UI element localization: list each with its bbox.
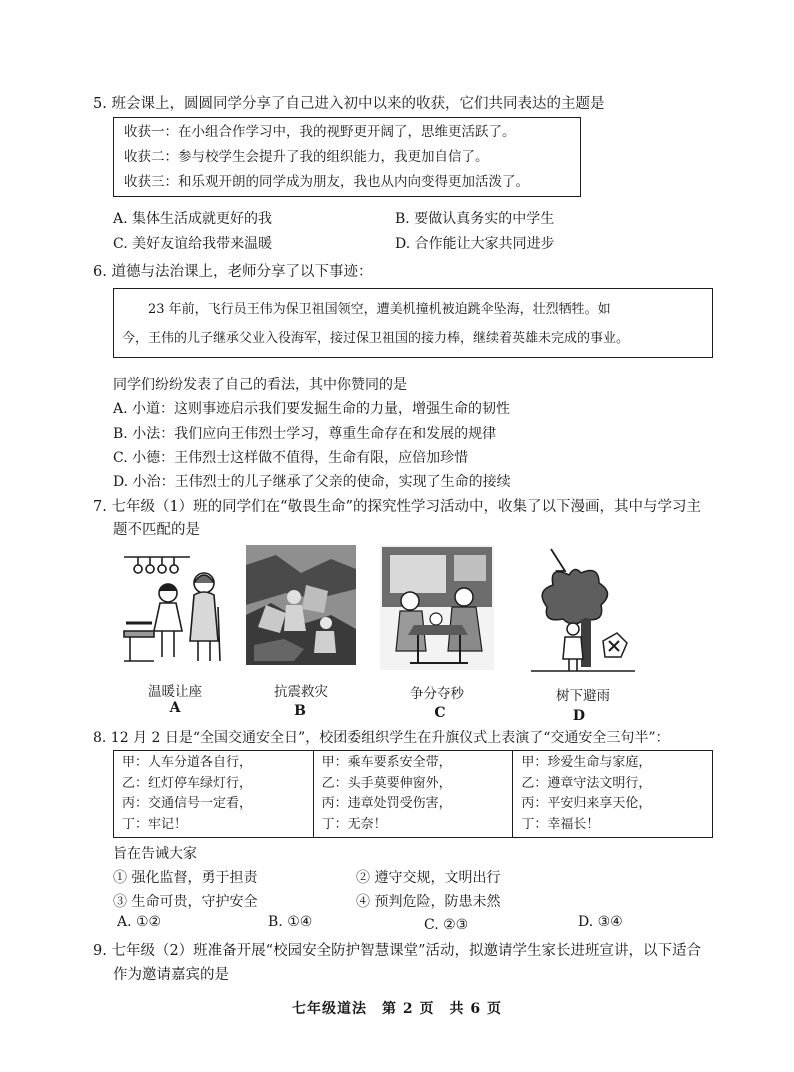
q8-rhyme-table <box>113 750 713 838</box>
q9-stem-line1: 9. 七年级（2）班准备开展“校园安全防护智慧课堂”活动，拟邀请学生家长进班宣讲，以下适合 <box>93 943 701 959</box>
q7-option-c[interactable]: C <box>434 705 446 721</box>
q8-rhyme-line: 丁：幸福长！ <box>521 816 600 832</box>
page-footer: 七年级道法 第 2 页 共 6 页 <box>292 1001 502 1017</box>
q5-harvest-line: 收获三：和乐观开朗的同学成为朋友，我也从内向变得更加活泼了。 <box>124 174 529 190</box>
q8-item-2: ② 遵守交规，文明出行 <box>356 870 501 886</box>
q8-rhyme-line: 丙：违章处罚受伤害， <box>321 796 452 811</box>
q6-stem: 6. 道德与法治课上，老师分享了以下事迹： <box>93 264 373 280</box>
q7-stem-line2: 题不匹配的是 <box>113 522 200 538</box>
q8-rhyme-column <box>114 751 313 837</box>
q8-rhyme-line: 乙：红灯停车绿灯行， <box>122 775 253 791</box>
q6-story-box <box>113 288 713 358</box>
q8-option-d[interactable]: D. ③④ <box>578 914 623 930</box>
q8-rhyme-line: 乙：头手莫要伸窗外， <box>321 775 452 791</box>
q6-story-line: 今，王伟的儿子继承父业入役海军，接过保卫祖国的接力棒，继续着英雄未完成的事业。 <box>122 331 630 346</box>
q5-option-c[interactable]: C. 美好友谊给我带来温暖 <box>113 236 273 252</box>
q8-rhyme-line: 甲：人车分道各自行， <box>122 755 253 770</box>
q8-option-c[interactable]: C. ②③ <box>424 917 469 933</box>
q8-rhyme-column <box>313 751 513 837</box>
q6-prompt: 同学们纷纷发表了自己的看法，其中你赞同的是 <box>113 377 407 393</box>
q5-option-d[interactable]: D. 合作能让大家共同进步 <box>395 236 555 252</box>
q8-rhyme-line: 甲：乘车要系安全带， <box>321 755 452 770</box>
q8-prompt: 旨在告诫大家 <box>113 846 197 862</box>
cartoon-racing-against-time <box>380 545 494 670</box>
q8-rhyme-line: 丁：牢记！ <box>122 816 188 832</box>
q7-caption-a: 温暖让座 <box>148 684 202 700</box>
q5-option-b[interactable]: B. 要做认真务实的中学生 <box>395 211 555 227</box>
q6-option-a[interactable]: A. 小道：这则事迹启示我们要发掘生命的力量，增强生命的韧性 <box>113 401 511 417</box>
q7-option-d[interactable]: D <box>572 708 586 724</box>
cartoon-seat-offering <box>120 553 225 670</box>
q6-story-line: 23 年前，飞行员王伟为保卫祖国领空，遭美机撞机被迫跳伞坠海，壮烈牺牲。如 <box>148 302 611 317</box>
q5-stem: 5. 班会课上，圆圆同学分享了自己进入初中以来的收获，它们共同表达的主题是 <box>93 96 605 112</box>
q7-caption-c: 争分夺秒 <box>410 686 464 702</box>
q8-item-3: ③ 生命可贵，守护安全 <box>113 894 258 910</box>
q8-rhyme-column <box>512 751 712 837</box>
q6-option-c[interactable]: C. 小德：王伟烈士这样做不值得，生命有限，应倍加珍惜 <box>113 450 469 466</box>
cartoon-shelter-under-tree <box>529 545 637 675</box>
q8-option-b[interactable]: B. ①④ <box>268 914 313 930</box>
cartoon-earthquake-relief <box>246 545 356 665</box>
q5-harvest-box <box>113 117 581 197</box>
q5-harvest-line: 收获二：参与校学生会提升了我的组织能力，我更加自信了。 <box>124 149 489 165</box>
q9-stem-line2: 作为邀请嘉宾的是 <box>113 967 229 983</box>
q8-rhyme-line: 甲：珍爱生命与家庭， <box>521 755 652 770</box>
q6-option-d[interactable]: D. 小治：王伟烈士的儿子继承了父亲的使命，实现了生命的接续 <box>113 474 511 490</box>
q7-caption-d: 树下避雨 <box>556 688 610 704</box>
q8-rhyme-line: 乙：遵章守法文明行， <box>521 775 652 791</box>
q7-option-a[interactable]: A <box>169 700 181 716</box>
q8-item-4: ④ 预判危险，防患未然 <box>356 894 501 910</box>
q5-option-a[interactable]: A. 集体生活成就更好的我 <box>113 211 273 227</box>
q8-item-1: ① 强化监督，勇于担责 <box>113 870 258 886</box>
q8-stem: 8. 12 月 2 日是“全国交通安全日”，校团委组织学生在升旗仪式上表演了“交通安全三句半”： <box>93 730 670 746</box>
q7-stem-line1: 7. 七年级（1）班的同学们在“敬畏生命”的探究性学习活动中，收集了以下漫画，其中与学习主 <box>93 499 701 515</box>
q7-option-b[interactable]: B <box>294 703 306 719</box>
q8-rhyme-line: 丙：平安归来享天伦， <box>521 796 652 811</box>
q6-option-b[interactable]: B. 小法：我们应向王伟烈士学习，尊重生命存在和发展的规律 <box>113 426 497 442</box>
q7-caption-b: 抗震救灾 <box>274 684 328 700</box>
q8-option-a[interactable]: A. ①② <box>117 914 162 930</box>
q8-rhyme-line: 丙：交通信号一定看， <box>122 796 253 811</box>
q5-harvest-line: 收获一：在小组合作学习中，我的视野更开阔了，思维更活跃了。 <box>124 124 516 140</box>
q8-rhyme-line: 丁：无奈！ <box>321 816 387 832</box>
